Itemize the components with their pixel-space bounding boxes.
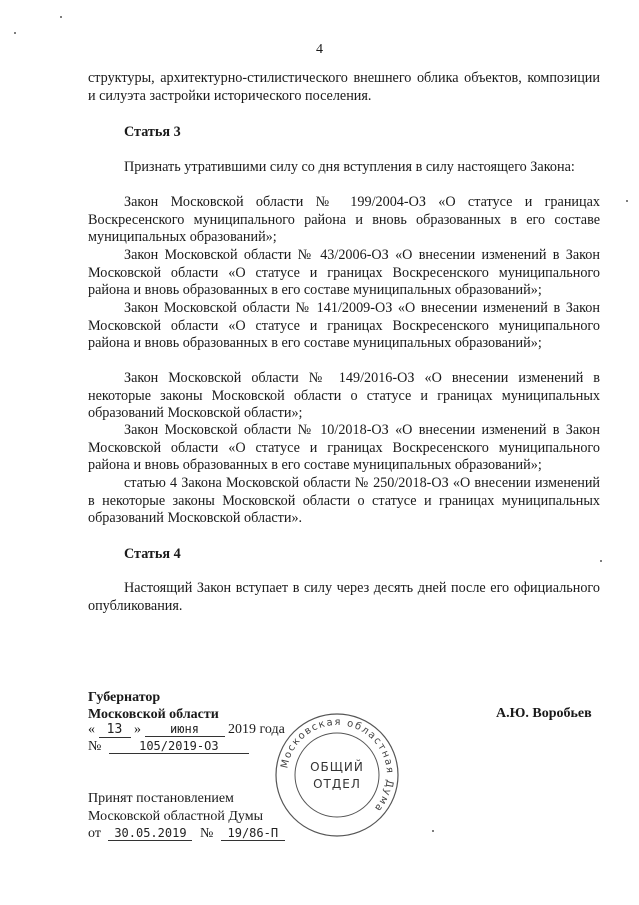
scan-speck bbox=[432, 830, 434, 832]
scan-speck bbox=[14, 32, 16, 34]
paragraph-continuation: структуры, архитектурно-стилистического внешнего облика объектов, композиции и силуэта застройки исторического поселения. bbox=[88, 70, 600, 104]
law-number bbox=[88, 739, 249, 755]
stamp-center-line2: ОТДЕЛ bbox=[313, 777, 361, 791]
stamp-inner-ring bbox=[295, 733, 379, 817]
date-year: 2019 года bbox=[228, 722, 285, 737]
adoption-from-label: от bbox=[88, 826, 101, 841]
official-stamp bbox=[272, 710, 402, 840]
law-number-value: 105/2019-ОЗ bbox=[109, 739, 249, 754]
article-3-heading: Статья 3 bbox=[124, 124, 181, 140]
paragraph-repeal-intro: Признать утратившими силу со дня вступления в силу настоящего Закона: bbox=[124, 159, 575, 175]
adoption-line2: Московской областной Думы bbox=[88, 808, 263, 824]
date-day: 13 bbox=[99, 723, 131, 738]
date-open-quote: « bbox=[88, 722, 95, 737]
date-month: июня bbox=[145, 722, 225, 737]
adoption-date: 30.05.2019 bbox=[108, 826, 192, 841]
adoption-number-label: № bbox=[199, 826, 214, 841]
scan-speck bbox=[600, 560, 602, 562]
adoption-line1: Принят постановлением bbox=[88, 791, 234, 806]
stamp-ring-textpath: Московская областная Дума bbox=[279, 716, 396, 815]
paragraph-law-141: Закон Московской области № 141/2009-ОЗ «О внесении изменений в Закон Московской области «О статусе и границах Воскресенского муниципального района и вновь образованных в его составе муниципальных образований»; bbox=[88, 300, 600, 352]
signing-date bbox=[88, 722, 285, 738]
adoption-block bbox=[88, 790, 285, 843]
governor-title-line2: Московской области bbox=[88, 707, 219, 722]
article-4-heading: Статья 4 bbox=[124, 546, 181, 562]
paragraph-law-250: статью 4 Закона Московской области № 250/2018-ОЗ «О внесении изменений в некоторые законы Московской области о статусе и границах муниципальных образований Московской области». bbox=[88, 475, 600, 527]
adoption-number: 19/86-П bbox=[221, 826, 285, 841]
law-number-label: № bbox=[88, 739, 102, 754]
governor-title-line1: Губернатор bbox=[88, 690, 161, 705]
paragraph-law-199: Закон Московской области № 199/2004-ОЗ «О статусе и границах Воскресенского муниципального района и вновь образованных в его составе муниципальных образований»; bbox=[88, 194, 600, 246]
paragraph-law-149: Закон Московской области № 149/2016-ОЗ «О внесении изменений в некоторые законы Московской области о статусе и границах муниципальных образований Московской области»; bbox=[88, 370, 600, 422]
paragraph-entry-into-force: Настоящий Закон вступает в силу через десять дней после его официального опубликования. bbox=[88, 580, 600, 614]
paragraph-law-43: Закон Московской области № 43/2006-ОЗ «О внесении изменений в Закон Московской области «О статусе и границах Воскресенского муниципального района и вновь образованных в его составе муниципальных образований»; bbox=[88, 247, 600, 299]
governor-name: А.Ю. Воробьев bbox=[496, 706, 592, 721]
stamp-outer-ring bbox=[276, 714, 398, 836]
scan-speck bbox=[626, 200, 628, 202]
scan-speck bbox=[60, 16, 62, 18]
adoption-date-line bbox=[88, 825, 285, 843]
governor-title bbox=[88, 689, 219, 723]
stamp-center-line1: ОБЩИЙ bbox=[310, 760, 364, 774]
date-close-quote: » bbox=[134, 722, 141, 737]
page-number: 4 bbox=[316, 42, 323, 57]
paragraph-law-10: Закон Московской области № 10/2018-ОЗ «О внесении изменений в Закон Московской области «О статусе и границах Воскресенского муниципального района и вновь образованных в его составе муниципальных образований»; bbox=[88, 422, 600, 474]
